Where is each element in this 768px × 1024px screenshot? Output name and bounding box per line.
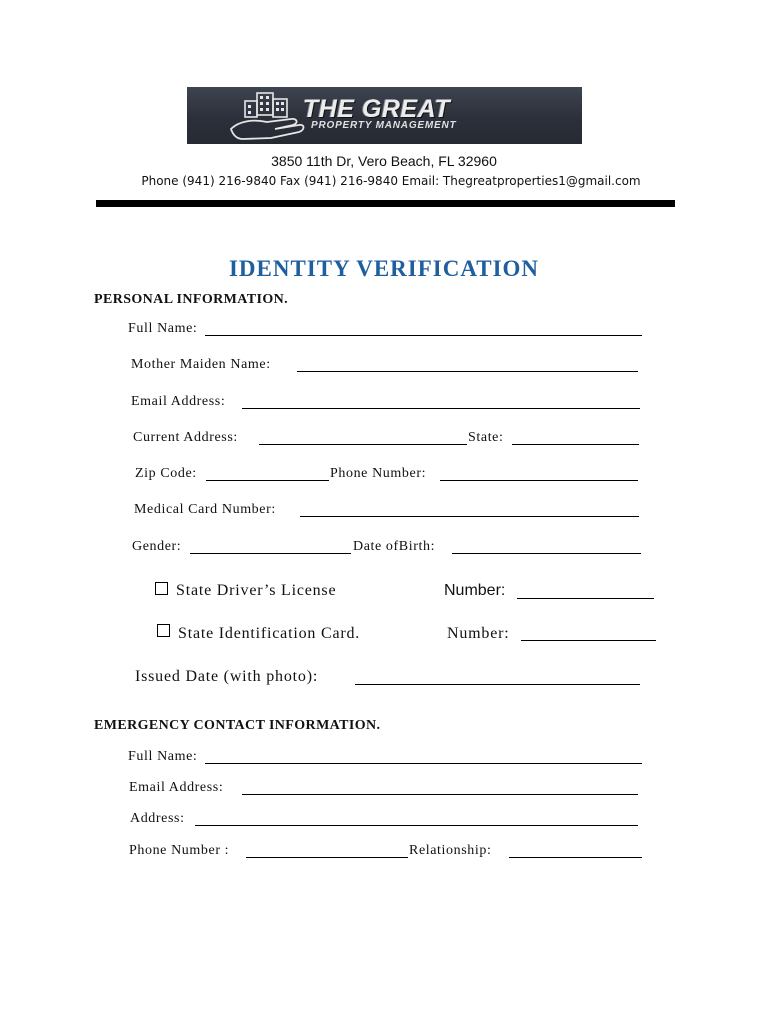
emergency-phone-label: Phone Number : xyxy=(129,843,230,858)
zip-code-label: Zip Code: xyxy=(135,466,197,481)
gender-label: Gender: xyxy=(132,539,182,554)
issued-date-label: Issued Date (with photo): xyxy=(135,668,319,685)
emergency-full-name-field[interactable] xyxy=(205,763,642,764)
state-id-checkbox[interactable] xyxy=(157,624,170,637)
drivers-license-label: State Driver’s License xyxy=(176,582,337,599)
phone-number-field[interactable] xyxy=(440,480,638,481)
issued-date-field[interactable] xyxy=(355,684,640,685)
relationship-label: Relationship: xyxy=(409,843,492,858)
emergency-email-label: Email Address: xyxy=(129,780,224,795)
emergency-full-name-label: Full Name: xyxy=(128,749,198,764)
email-label: Email Address: xyxy=(131,394,226,409)
current-address-field[interactable] xyxy=(259,444,467,445)
mother-maiden-field[interactable] xyxy=(297,371,638,372)
state-label: State: xyxy=(468,430,504,445)
medical-card-label: Medical Card Number: xyxy=(134,502,276,517)
header-divider xyxy=(96,200,675,207)
company-logo xyxy=(187,87,582,144)
section-heading-emergency: EMERGENCY CONTACT INFORMATION. xyxy=(94,718,381,733)
full-name-label: Full Name: xyxy=(128,321,198,336)
building-hand-icon xyxy=(187,87,307,144)
emergency-email-field[interactable] xyxy=(242,794,638,795)
company-address: 3850 11th Dr, Vero Beach, FL 32960 xyxy=(271,153,497,169)
relationship-field[interactable] xyxy=(509,857,642,858)
state-id-number-field[interactable] xyxy=(521,640,656,641)
state-field[interactable] xyxy=(512,444,639,445)
date-of-birth-label: Date ofBirth: xyxy=(353,539,436,554)
state-id-label: State Identification Card. xyxy=(178,625,361,642)
full-name-field[interactable] xyxy=(205,335,642,336)
emergency-address-label: Address: xyxy=(130,811,185,826)
medical-card-field[interactable] xyxy=(300,516,639,517)
phone-number-label: Phone Number: xyxy=(330,466,427,481)
emergency-phone-field[interactable] xyxy=(246,857,408,858)
zip-code-field[interactable] xyxy=(206,480,329,481)
emergency-address-field[interactable] xyxy=(195,825,638,826)
section-heading-personal: PERSONAL INFORMATION. xyxy=(94,292,289,307)
email-field[interactable] xyxy=(242,408,640,409)
page-title: IDENTITY VERIFICATION xyxy=(228,256,540,281)
drivers-license-number-field[interactable] xyxy=(517,598,654,599)
drivers-license-checkbox[interactable] xyxy=(155,582,168,595)
state-id-number-label: Number: xyxy=(447,625,510,642)
company-contact: Phone (941) 216-9840 Fax (941) 216-9840 Email: Thegreatproperties1@gmail.com xyxy=(141,174,641,188)
current-address-label: Current Address: xyxy=(133,430,238,445)
mother-maiden-label: Mother Maiden Name: xyxy=(131,357,271,372)
logo-subtitle: PROPERTY MANAGEMENT xyxy=(311,120,457,131)
logo-title: THE GREAT xyxy=(303,95,451,123)
drivers-license-number-label: Number: xyxy=(444,582,506,599)
gender-field[interactable] xyxy=(190,553,351,554)
date-of-birth-field[interactable] xyxy=(452,553,641,554)
